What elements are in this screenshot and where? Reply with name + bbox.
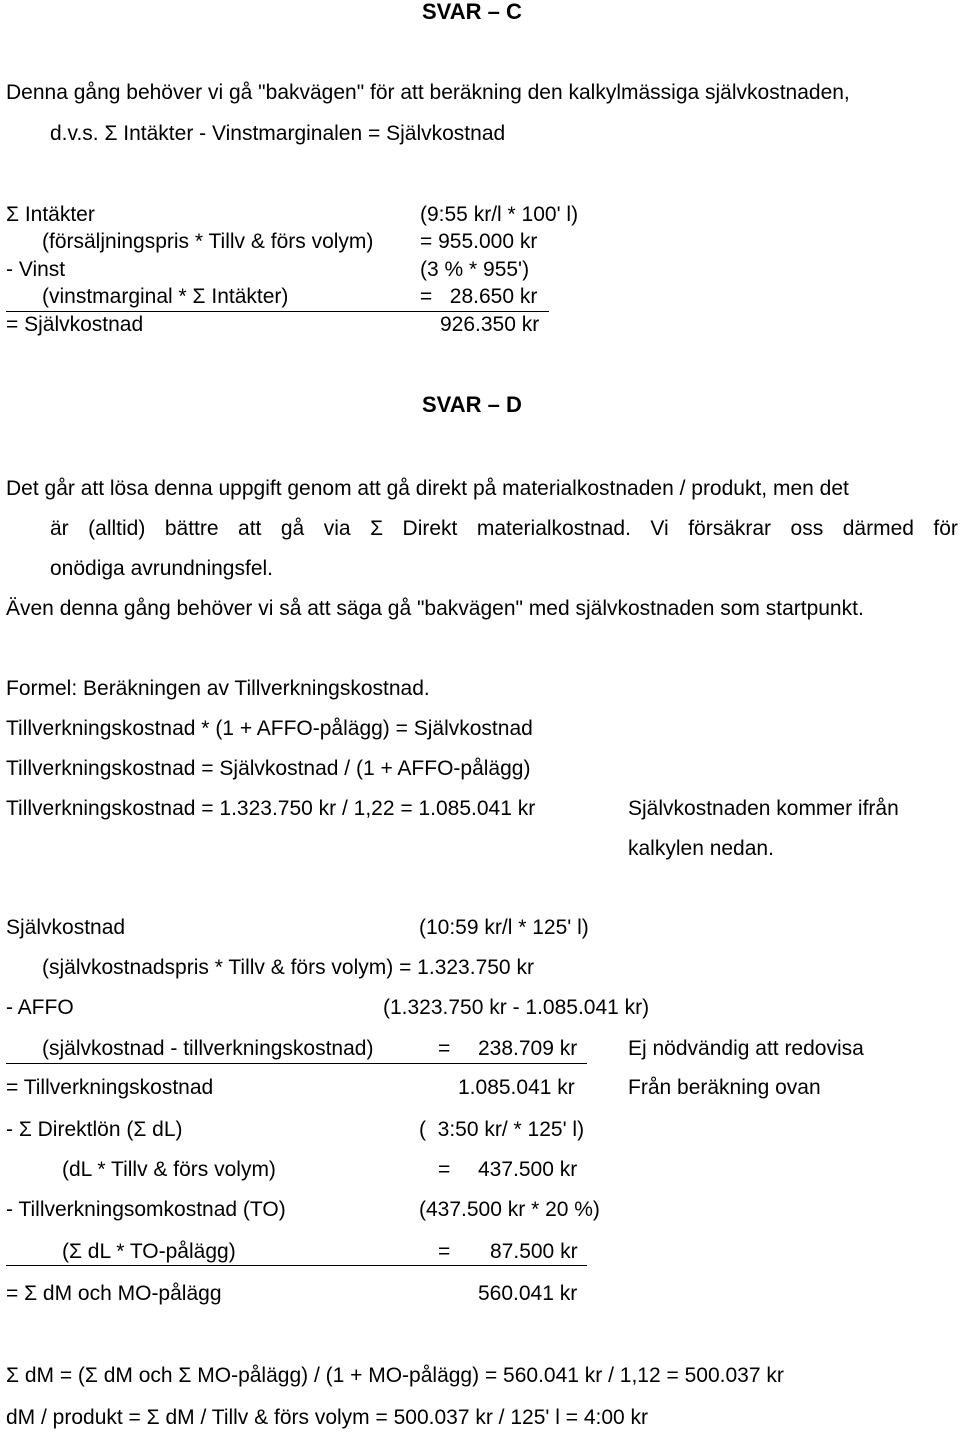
svar-c-row-value: (3 % * 955') xyxy=(420,258,530,281)
formula-title: Formel: Beräkningen av Tillverkningskostnad. xyxy=(6,677,430,700)
svar-c-intro-line2: d.v.s. Σ Intäkter - Vinstmarginalen = Självkostnad xyxy=(50,122,506,145)
svar-d-para1-line1: Det går att lösa denna uppgift genom att gå direkt på materialkostnaden / produkt, men det xyxy=(6,477,849,500)
calc-label: (självkostnad - tillverkningskostnad) xyxy=(42,1037,374,1060)
word: därmed xyxy=(842,517,914,540)
calc-value: 238.709 kr xyxy=(478,1037,578,1060)
word: gå xyxy=(280,517,305,540)
word: Vi xyxy=(650,517,669,540)
svar-c-row-value: (9:55 kr/l * 100' l) xyxy=(420,203,579,226)
word: via xyxy=(323,517,351,540)
calc-value: 87.500 kr xyxy=(490,1240,578,1263)
svar-c-row-value: 926.350 kr xyxy=(440,313,540,336)
calc-label: (dL * Tillv & förs volym) xyxy=(62,1158,276,1181)
word: oss xyxy=(790,517,824,540)
calc-label: Självkostnad xyxy=(6,916,126,939)
svar-d-heading: SVAR – D xyxy=(422,392,522,417)
formula-note: kalkylen nedan. xyxy=(628,837,774,860)
calc-value: 437.500 kr xyxy=(478,1158,578,1181)
svar-c-row-value: = 28.650 kr xyxy=(420,285,538,308)
calc-value: ( 3:50 kr/ * 125' l) xyxy=(419,1118,585,1141)
calc-label: - Σ Direktlön (Σ dL) xyxy=(6,1118,183,1141)
svar-d-para1-line2 xyxy=(50,517,958,541)
calc-note: Från beräkning ovan xyxy=(628,1076,821,1099)
calc-eq: = xyxy=(438,1240,451,1263)
word: att xyxy=(238,517,262,540)
calc-value: 560.041 kr xyxy=(478,1282,578,1305)
word: (alltid) xyxy=(88,517,146,540)
calc-label: - Tillverkningsomkostnad (TO) xyxy=(6,1198,286,1221)
calc-value: (437.500 kr * 20 %) xyxy=(419,1198,600,1221)
word: materialkostnad. xyxy=(476,517,631,540)
formula-line: Tillverkningskostnad * (1 + AFFO-pålägg) = Självkostnad xyxy=(6,717,533,740)
word: Σ xyxy=(370,517,384,540)
svar-c-row-label: Σ Intäkter xyxy=(6,203,95,226)
svar-d-para1-line3: onödiga avrundningsfel. xyxy=(50,557,274,580)
word: bättre xyxy=(164,517,219,540)
formula-line: Tillverkningskostnad = Självkostnad / (1 + AFFO-pålägg) xyxy=(6,757,531,780)
calc-eq: = xyxy=(438,1158,451,1181)
final-line: dM / produkt = Σ dM / Tillv & förs volym = 500.037 kr / 125' l = 4:00 kr xyxy=(6,1406,649,1429)
calc-value: (1.323.750 kr - 1.085.041 kr) xyxy=(383,996,650,1019)
svar-d-para2: Även denna gång behöver vi så att säga gå "bakvägen" med självkostnaden som startpunkt. xyxy=(6,597,864,620)
word: för xyxy=(933,517,958,540)
calc-label: (självkostnadspris * Tillv & förs volym) = 1.323.750 kr xyxy=(42,956,534,979)
svar-c-row-label: (vinstmarginal * Σ Intäkter) xyxy=(42,285,289,308)
formula-note: Självkostnaden kommer ifrån xyxy=(628,797,899,820)
word: Direkt xyxy=(402,517,458,540)
svar-c-row-label: = Självkostnad xyxy=(6,313,144,336)
svar-c-heading: SVAR – C xyxy=(422,0,522,24)
calc-label: - AFFO xyxy=(6,996,74,1019)
sum-underline xyxy=(6,311,549,312)
calc-value: (10:59 kr/l * 125' l) xyxy=(419,916,589,939)
sum-underline xyxy=(6,1063,587,1064)
final-line: Σ dM = (Σ dM och Σ MO-pålägg) / (1 + MO-pålägg) = 560.041 kr / 1,12 = 500.037 kr xyxy=(6,1364,784,1387)
word: försäkrar xyxy=(688,517,772,540)
svar-c-row-label: (försäljningspris * Tillv & förs volym) xyxy=(42,230,374,253)
svar-c-intro-line1: Denna gång behöver vi gå "bakvägen" för att beräkning den kalkylmässiga självkostnaden, xyxy=(6,81,850,104)
calc-value: 1.085.041 kr xyxy=(458,1076,575,1099)
calc-label: (Σ dL * TO-pålägg) xyxy=(62,1240,236,1263)
formula-line: Tillverkningskostnad = 1.323.750 kr / 1,22 = 1.085.041 kr xyxy=(6,797,536,820)
sum-underline xyxy=(6,1265,587,1266)
calc-note: Ej nödvändig att redovisa xyxy=(628,1037,864,1060)
calc-eq: = xyxy=(438,1037,451,1060)
calc-label: = Σ dM och MO-pålägg xyxy=(6,1282,222,1305)
word: är xyxy=(50,517,69,540)
svar-c-row-value: = 955.000 kr xyxy=(420,230,538,253)
calc-label: = Tillverkningskostnad xyxy=(6,1076,214,1099)
svar-c-row-label: - Vinst xyxy=(6,258,66,281)
